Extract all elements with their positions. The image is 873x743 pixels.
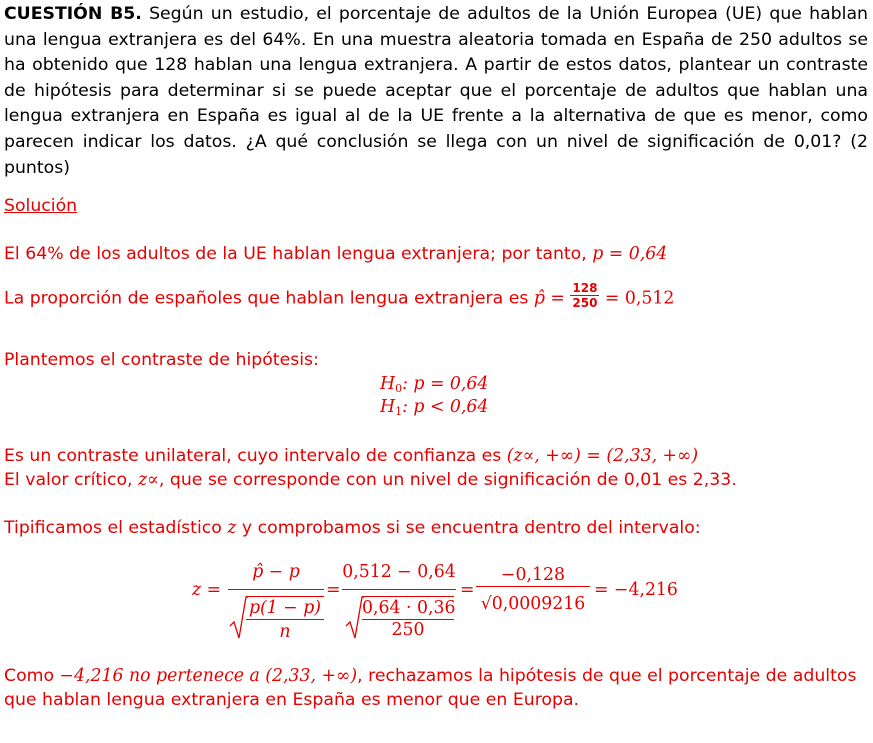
- eq-1: =: [326, 580, 341, 600]
- solution-line-2: [4, 281, 675, 310]
- conclusion-line-2: que hablan lengua extranjera en España es menor que en Europa.: [4, 690, 580, 710]
- conclusion-pre: Como: [4, 666, 60, 686]
- line4-text: Es un contraste unilateral, cuyo intervalo de confianza es: [4, 446, 507, 466]
- solution-line-3: Plantemos el contraste de hipótesis:: [4, 350, 319, 370]
- f1-fraction-bar: [228, 589, 324, 590]
- line1-text: El 64% de los adultos de la UE hablan lengua extranjera; por tanto,: [4, 244, 593, 264]
- line6-math: z: [227, 518, 237, 538]
- solution-line-1: [4, 244, 667, 264]
- h0-expr: : p = 0,64: [402, 374, 489, 394]
- line2-text: La proporción de españoles que hablan lengua extranjera es: [4, 288, 534, 309]
- solution-line-5: [4, 470, 737, 490]
- fraction-128-250: [570, 281, 599, 310]
- h1-sub: 1: [395, 405, 403, 418]
- f1-numerator: p̂ − p: [252, 562, 300, 582]
- conclusion-line-1: [4, 666, 856, 686]
- h0-label: H: [380, 374, 396, 394]
- formula-z: z =: [192, 580, 222, 600]
- question-paragraph: [4, 2, 868, 181]
- p-hat: p̂ =: [533, 288, 571, 309]
- conclusion-post: , rechazamos la hipótesis de que el porcentaje de adultos: [357, 666, 857, 686]
- f3-denominator: √0,0009216: [480, 594, 586, 614]
- sqrt-icon: [228, 594, 248, 642]
- hypothesis-h1: [380, 397, 488, 418]
- line2-result: = 0,512: [599, 288, 675, 309]
- line1-math: p = 0,64: [592, 244, 668, 264]
- f2-numerator: 0,512 − 0,64: [342, 562, 456, 582]
- question-text: Según un estudio, el porcentaje de adultos de la Unión Europea (UE) que hablan una lengua extranjera es del 64%. En una muestra aleatoria tomada en España de 250 adultos se ha obtenido que 128 hablan una lengua extranjera. A partir de estos datos, plantear un contraste de hipótesis para determinar si se puede aceptar que el porcentaje de adultos que hablan una lengua extranjera en España es igual al de la UE frente a la alternativa de que es menor, como parecen indicar los datos. ¿A qué conclusión se llega con un nivel de significación de 0,01? (2 puntos): [4, 4, 868, 178]
- question-label: CUESTIÓN B5.: [4, 4, 142, 24]
- line4-math: (z∝, +∞) = (2,33, +∞): [506, 446, 699, 466]
- formula-result: = −4,216: [594, 580, 678, 600]
- line6-pre: Tipificamos el estadístico: [4, 518, 228, 538]
- f3-numerator: −0,128: [476, 564, 590, 587]
- f1-den-numerator: p(1 − p): [246, 597, 324, 620]
- h1-label: H: [380, 397, 396, 417]
- f1-den-denominator: n: [279, 622, 291, 642]
- fraction-numerator: 128: [572, 281, 598, 295]
- line6-post: y comprobamos si se encuentra dentro del intervalo:: [236, 518, 701, 538]
- solution-heading: Solución: [4, 196, 78, 216]
- h0-sub: 0: [395, 382, 403, 395]
- line5-pre: El valor crítico,: [4, 470, 139, 490]
- solution-line-6: [4, 518, 701, 538]
- f2-fraction-bar: [342, 589, 456, 590]
- h1-expr: : p < 0,64: [402, 397, 489, 417]
- solution-line-4: [4, 446, 698, 466]
- eq-2: =: [460, 580, 475, 600]
- fraction-denominator: 250: [572, 296, 598, 310]
- f2-den-numerator: 0,64 · 0,36: [362, 598, 456, 618]
- line5-post: , que se corresponde con un nivel de significación de 0,01 es 2,33.: [158, 470, 737, 490]
- f2-den-denominator: 250: [391, 620, 425, 640]
- hypothesis-h0: [380, 374, 488, 395]
- conclusion-math: −4,216 no pertenece a (2,33, +∞): [59, 666, 358, 686]
- sqrt-icon-2: [344, 594, 364, 642]
- line5-math: z∝: [138, 470, 159, 490]
